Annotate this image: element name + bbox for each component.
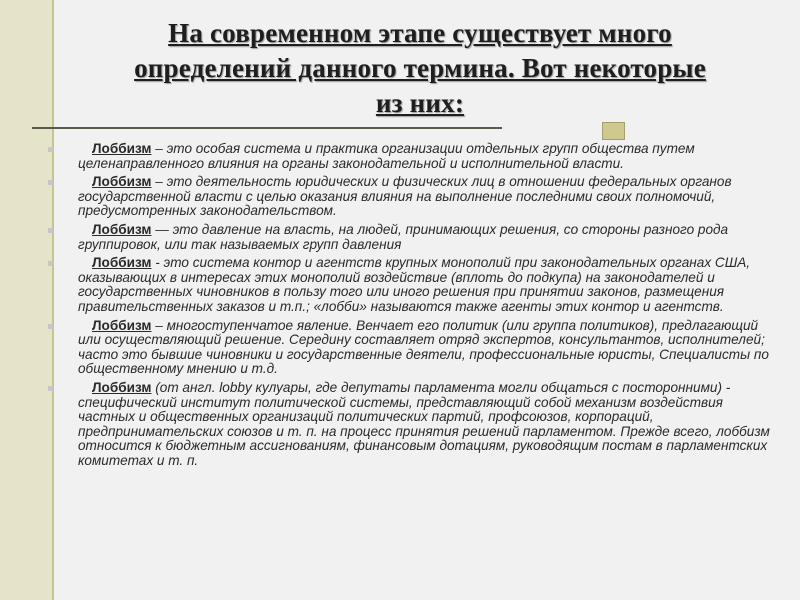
- definition-text: – это деятельность юридических и физических лиц в отношении федеральных органов государственной власти с целью оказания влияния на выполнение последними своих полномочий, предусмотренных законодательством.: [78, 174, 732, 219]
- definition-term: Лоббизм: [92, 379, 152, 395]
- bullet-icon: [48, 324, 53, 329]
- bullet-icon: [48, 261, 53, 266]
- definition-term: Лоббизм: [92, 141, 152, 156]
- title-line-1: На современном этапе существует много: [168, 18, 672, 48]
- definition-text: — это давление на власть, на людей, принимающих решения, со стороны разного рода группировок, или так называемых групп давления: [78, 221, 729, 252]
- definition-text: – многоступенчатое явление. Венчает его политик (или группа политиков), предлагающий или осуществляющий решение. Середину составляет отряд экспертов, консультантов, исполнителей; часто это бывшие чиновники и государственные деятели, профессиональные юристы, Специалисты по общественному мнению и т.д.: [78, 317, 769, 377]
- definition-item: [46, 142, 780, 171]
- definition-text: – это особая система и практика организации отдельных групп общества путем целенаправленного влияния на органы законодательной и исполнительной власти.: [78, 141, 695, 171]
- definition-item: [46, 381, 780, 469]
- definition-item: [46, 223, 780, 252]
- bullet-icon: [48, 147, 53, 152]
- definition-text: - это система контор и агентств крупных монополий при законодательных органах США, оказывающих в интересах этих монополий воздействие (вплоть до подкупа) на законодателей и государственных чиновников в пользу того или иного решения при принятии законов, размещения правительственных заказов и т.п.; «лобби» называются также агенты этих контор и агентств.: [78, 255, 751, 314]
- definitions-list: [46, 142, 780, 472]
- definition-text: (от англ. lobby кулуары, где депутаты парламента могли общаться с посторонними) - специфический институт политической системы, представляющий собой механизм воздействия частных и общественных организаций политических партий, профсоюзов, корпораций, предпринимательских союзов и т. п. на процесс принятия решений парламентом. Прежде всего, лоббизм относится к бюджетным ассигнованиям, финансовым дотациям, руководящим постам в парламентских комитетах и т. п.: [78, 379, 770, 468]
- definition-term: Лоббизм: [92, 255, 152, 271]
- bullet-icon: [48, 228, 53, 233]
- definition-item: [46, 256, 780, 314]
- left-decorative-band: [0, 0, 52, 600]
- bullet-icon: [48, 386, 53, 391]
- definition-term: Лоббизм: [92, 221, 152, 237]
- definition-term: Лоббизм: [92, 317, 152, 333]
- definition-term: Лоббизм: [92, 174, 152, 190]
- accent-square: [602, 122, 625, 140]
- title-line-3: из них:: [375, 88, 465, 118]
- definition-item: [46, 175, 780, 219]
- bullet-icon: [48, 180, 53, 185]
- slide-title: [80, 16, 760, 121]
- title-line-2: определений данного термина. Вот некоторые: [134, 53, 706, 83]
- definition-item: [46, 319, 780, 377]
- title-divider-line: [32, 127, 502, 129]
